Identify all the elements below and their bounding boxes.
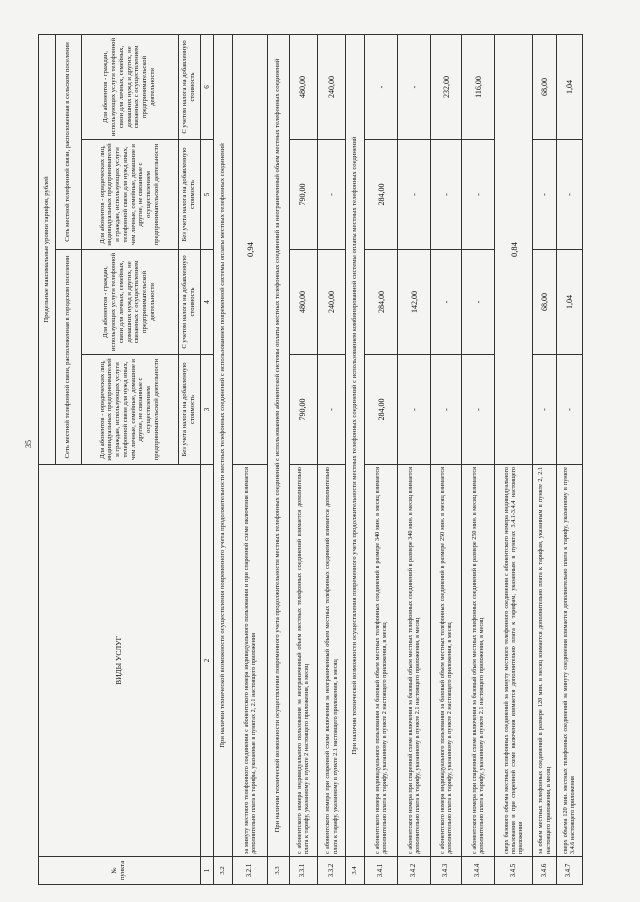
no-vat-header-rural: Без учета налога на добавленную стоимость bbox=[178, 140, 200, 250]
tariff-value-v5: - bbox=[398, 140, 431, 250]
tariff-value-v5: - bbox=[431, 140, 462, 250]
col-index: 3 bbox=[200, 355, 213, 465]
tariff-value-v3: - bbox=[431, 355, 462, 465]
row-number: 3.3 bbox=[268, 857, 289, 885]
tariff-value-v4: 142,00 bbox=[398, 250, 431, 355]
row-number: 3.4.6 bbox=[533, 857, 557, 885]
tariff-value-v3: 284,00 bbox=[365, 355, 398, 465]
tariff-value-v5: - bbox=[556, 140, 582, 250]
row-number: 3.4.1 bbox=[365, 857, 398, 885]
table-row bbox=[317, 34, 345, 884]
tariff-value-v6: - bbox=[365, 34, 398, 139]
tariff-value-v4: - bbox=[462, 250, 495, 355]
tariff-value-v6: 68,00 bbox=[533, 34, 557, 139]
col-index: 2 bbox=[200, 465, 213, 857]
tariff-value-v4: - bbox=[431, 250, 462, 355]
section-row bbox=[213, 34, 232, 884]
tariff-value-v6: 1,04 bbox=[556, 34, 582, 139]
service-description: с абонентского номера индивидуального пользования за неограниченный объем местных телефонных соединений взимается дополнительно плата к тарифу, указанному в пункте 2 настоящего приложения, в месяц bbox=[289, 465, 317, 857]
section-row bbox=[346, 34, 365, 884]
tariff-value-v4: 68,00 bbox=[533, 250, 557, 355]
tariff-value-merged: 0,94 bbox=[232, 34, 267, 464]
row-number: 3.4.5 bbox=[495, 857, 533, 885]
service-description: с абонентского номера при спаренной схеме включения за базовый объем местных телефонных соединений в размере 340 мин. в месяц взимается дополнительно плата к тарифу, указанному в пункте 2.1 настоящего приложения, в месяц bbox=[398, 465, 431, 857]
section-title: При наличии технической возможности осуществления повременного учета продолжительности местных телефонных соединений с использованием повременной системы оплаты местных телефонных соединений bbox=[213, 34, 232, 856]
tariff-value-v4: 480,00 bbox=[289, 250, 317, 355]
row-number: 3.4.2 bbox=[398, 857, 431, 885]
service-description: за минуту местного телефонного соединения с абонентского номера индивидуального пользования и при спаренной схеме включения взимается дополнительно плата в тарифы, указанные в пунктах 2, 2.1 настоящего приложения bbox=[232, 465, 267, 857]
tariff-value-v4: 240,00 bbox=[317, 250, 345, 355]
service-description: с абонентского номера при спаренной схеме включения за неограниченный объем местных телефонных соединений взимается дополнительно плата к тарифу, указанному в пункте 2.1 настоящего приложения, в месяц bbox=[317, 465, 345, 857]
tariff-value-v6: 240,00 bbox=[317, 34, 345, 139]
tariff-value-v6: 480,00 bbox=[289, 34, 317, 139]
page-number: 35 bbox=[24, 440, 33, 448]
tariff-value-v5: - bbox=[317, 140, 345, 250]
tariff-value-v3: 790,00 bbox=[289, 355, 317, 465]
tariff-value-v3: - bbox=[462, 355, 495, 465]
row-number: 3.3.2 bbox=[317, 857, 345, 885]
col-services-header: ВИДЫ УСЛУГ bbox=[39, 465, 201, 857]
row-number: 3.2.1 bbox=[232, 857, 267, 885]
tariff-value-v3: - bbox=[398, 355, 431, 465]
col-num-header: № пункта bbox=[39, 857, 201, 885]
row-number: 3.4.7 bbox=[556, 857, 582, 885]
rural-net-header: Сеть местной телефонной связи, расположенная в сельском поселении bbox=[55, 34, 81, 249]
tariff-value-v5: 790,00 bbox=[289, 140, 317, 250]
row-number: 3.4.4 bbox=[462, 857, 495, 885]
tariff-value-v5: 284,00 bbox=[365, 140, 398, 250]
section-title: При наличии технической возможности осуществления повременного учета продолжительности местных телефонных соединений с использованием абонентской системы оплаты местных телефонных соединений за неограниченный объем местных телефонных соединений bbox=[268, 34, 289, 856]
col-index: 5 bbox=[200, 140, 213, 250]
tariff-group-header: Предельные максимальные уровни тарифов, рублей bbox=[39, 34, 56, 464]
service-description: сверх базового объема местных телефонных соединений за минуту местного телефонного соединения с абонентского номера индивидуального пользования и при спаренной схеме включения взимается дополнительно плата к тарифам, указанным в пунктах 3.4.1-3.4.4 настоящего приложения bbox=[495, 465, 533, 857]
tariff-table bbox=[38, 34, 583, 885]
table-row bbox=[495, 34, 533, 884]
section-title: При наличии технической возможности осуществления повременного учета продолжительности местных телефонных соединений с использованием комбинированной системы оплаты местных телефонных соединений bbox=[346, 34, 365, 856]
row-number: 3.4 bbox=[346, 857, 365, 885]
service-description: с абонентского номера индивидуального пользования за базовый объем местных телефонных соединений в размере 340 мин. в месяц взимается дополнительно плата к тарифу, указанному в пункте 2 настоящего приложения, в месяц bbox=[365, 465, 398, 857]
table-row bbox=[462, 34, 495, 884]
service-description: с абонентского номера при спаренной схеме включения за базовый объем местных телефонных соединений в размере 250 мин. в месяц взимается дополнительно плата к тарифу, указанному в пункте 2.1 настоящего приложения, в месяц bbox=[462, 465, 495, 857]
table-row bbox=[556, 34, 582, 884]
tariff-value-v6: 232,00 bbox=[431, 34, 462, 139]
table-row bbox=[232, 34, 267, 884]
service-description: за объем местных телефонных соединений в размере 120 мин. в месяц взимается дополнительно плата к тарифам, указанным в пункте 2, 2.1 настоящего приложения, в месяц bbox=[533, 465, 557, 857]
tariff-value-v3: - bbox=[533, 355, 557, 465]
col-index: 4 bbox=[200, 250, 213, 355]
table-row bbox=[289, 34, 317, 884]
service-description: сверх объема 120 мин. местных телефонных соединений за минуту соединения взимается дополнительно плата к тарифу, указанному в пункте 3.4.6 настоящего приложения bbox=[556, 465, 582, 857]
tariff-value-merged: 0,84 bbox=[495, 34, 533, 464]
tariff-value-v4: 284,00 bbox=[365, 250, 398, 355]
legal-subscribers-header-city: Для абонентов - юридических лиц, индивидуальных предпринимателей и граждан, использующих услуги телефонной связи для нужд иных, чем личные, семейные, домашние и другие, не связанные с осуществлением предпринимательской деятельности bbox=[81, 355, 178, 465]
section-row bbox=[268, 34, 289, 884]
tariff-value-v6: 116,00 bbox=[462, 34, 495, 139]
tariff-value-v4: 1,04 bbox=[556, 250, 582, 355]
tariff-table-rotated bbox=[38, 35, 583, 885]
citizen-subscribers-header-rural: Для абонентов - граждан, использующих услуги телефонной связи для личных, семейных, домашних нужд и других, не связанных с осуществлением предпринимательской деятельности bbox=[81, 34, 178, 139]
with-vat-header-rural: С учетом налога на добавленную стоимость bbox=[178, 34, 200, 139]
legal-subscribers-header-rural: Для абонентов - юридических лиц, индивидуальных предпринимателей и граждан, использующих услуги телефонной связи для нужд иных, чем личные, семейные, домашние и другие, не связанные с осуществлением предпринимательской деятельности bbox=[81, 140, 178, 250]
tariff-value-v5: - bbox=[533, 140, 557, 250]
tariff-value-v3: - bbox=[556, 355, 582, 465]
tariff-value-v6: - bbox=[398, 34, 431, 139]
row-number: 3.3.1 bbox=[289, 857, 317, 885]
row-number: 3.4.3 bbox=[431, 857, 462, 885]
service-description: с абонентского номера индивидуального пользования за базовый объем местных телефонных соединений в размере 250 мин. в месяц взимается дополнительно плата к тарифу, указанному в пункте 2 настоящего приложения, в месяц bbox=[431, 465, 462, 857]
citizen-subscribers-header-city: Для абонентов - граждан, использующих услуги телефонной связи для личных, семейных, домашних нужд и других, не связанных с осуществлением предпринимательской деятельности bbox=[81, 250, 178, 355]
table-row bbox=[533, 34, 557, 884]
no-vat-header-city: Без учета налога на добавленную стоимость bbox=[178, 355, 200, 465]
city-net-header: Сеть местной телефонной связи, расположенная в городском поселении bbox=[55, 250, 81, 465]
tariff-value-v3: - bbox=[317, 355, 345, 465]
with-vat-header-city: С учетом налога на добавленную стоимость bbox=[178, 250, 200, 355]
table-row bbox=[398, 34, 431, 884]
table-row bbox=[431, 34, 462, 884]
table-row bbox=[365, 34, 398, 884]
col-index: 6 bbox=[200, 34, 213, 139]
row-number: 3.2 bbox=[213, 857, 232, 885]
tariff-value-v5: - bbox=[462, 140, 495, 250]
col-index: 1 bbox=[200, 857, 213, 885]
